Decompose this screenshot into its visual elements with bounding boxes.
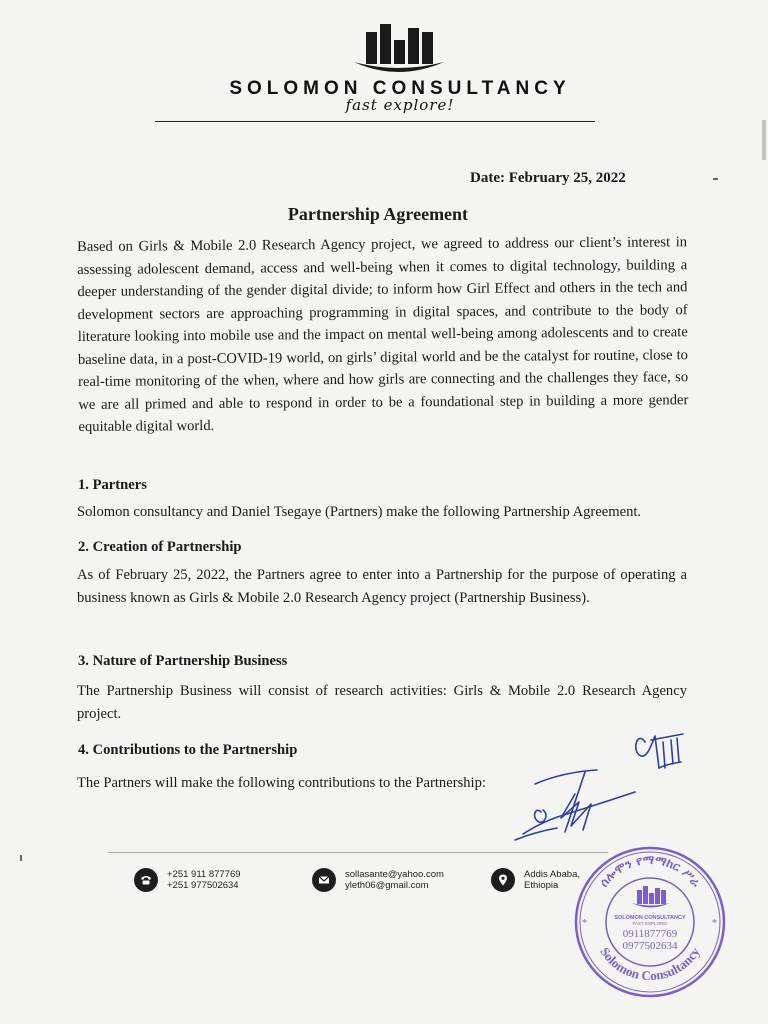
footer-divider bbox=[108, 852, 608, 853]
footer-address bbox=[491, 868, 580, 892]
section-heading-partners: 1. Partners bbox=[78, 477, 147, 493]
scan-speck bbox=[20, 855, 22, 861]
phone-icon bbox=[134, 868, 158, 892]
section-heading-contributions: 4. Contributions to the Partnership bbox=[78, 742, 298, 758]
header-divider bbox=[155, 121, 595, 122]
svg-text:*: * bbox=[582, 918, 587, 929]
document-title: Partnership Agreement bbox=[287, 204, 469, 224]
company-logo-icon bbox=[348, 22, 448, 80]
intro-paragraph: Based on Girls & Mobile 2.0 Research Agency project, we agreed to address our client’s interest in assessing adolescent demand, access and well-being when it comes to digital technology, building a deeper understanding of the gender digital divide; to inform how Girl Effect and others in the tech and development sectors are approaching programming in digital spaces, and contribute to the body of literature looking into mobile use and the impact on mental well-being among adolescents and to create baseline data, in a post-COVID-19 world, on girls’ digital world and be the catalyst for routine, close to real-time monitoring of the when, where and how girls are connecting and the challenges they face, so we are all primed and able to respond in order to be a foundational step in building a more gender equitable digital world. bbox=[77, 234, 689, 435]
scan-speck bbox=[713, 178, 718, 180]
email-address-1: sollasante@yahoo.com bbox=[345, 869, 444, 880]
stamp-brand: SOLOMON CONSULTANCY bbox=[614, 915, 686, 921]
footer-phone bbox=[134, 868, 241, 892]
section-body-partners: Solomon consultancy and Daniel Tsegaye (Partners) make the following Partnership Agreement. bbox=[77, 504, 642, 520]
address-line-2: Ethiopia bbox=[524, 880, 559, 891]
stamp-logo-icon bbox=[632, 886, 670, 908]
footer-email bbox=[312, 868, 444, 892]
section-body-nature: The Partnership Business will consist of research activities: Girls & Mobile 2.0 Research Agency project. bbox=[77, 683, 687, 722]
stamp-ring-text: Solomon Consultancy bbox=[597, 944, 703, 984]
company-tagline: fast explore! bbox=[345, 96, 455, 114]
phone-number-1: +251 911 877769 bbox=[167, 869, 241, 880]
stamp-tagline: FAST EXPLORE! bbox=[632, 921, 668, 926]
stamp-phone-2: 0977502634 bbox=[622, 940, 678, 952]
company-name: SOLOMON CONSULTANCY bbox=[229, 78, 571, 99]
section-heading-creation: 2. Creation of Partnership bbox=[78, 539, 242, 555]
phone-number-2: +251 977502634 bbox=[167, 880, 239, 891]
stamp-phone-1: 0911877769 bbox=[622, 928, 678, 940]
mail-icon bbox=[312, 868, 336, 892]
stamp-amharic-text: ሰሎሞን የማማከር ሥራ bbox=[596, 852, 704, 890]
section-body-creation: As of February 25, 2022, the Partners agree to enter into a Partnership for the purpose of operating a business known as Girls & Mobile 2.0 Research Agency project (Partnership Business). bbox=[77, 567, 687, 606]
address-line-1: Addis Ababa, bbox=[524, 869, 580, 880]
handwritten-signature bbox=[505, 722, 705, 847]
section-heading-nature: 3. Nature of Partnership Business bbox=[78, 653, 288, 669]
email-address-2: yleth06@gmail.com bbox=[345, 880, 429, 891]
scan-speck bbox=[762, 120, 766, 160]
svg-text:*: * bbox=[712, 918, 717, 929]
document-date: Date: February 25, 2022 bbox=[470, 170, 626, 186]
section-body-contributions: The Partners will make the following contributions to the Partnership: bbox=[77, 775, 486, 791]
location-pin-icon bbox=[491, 868, 515, 892]
company-stamp bbox=[570, 842, 730, 1002]
